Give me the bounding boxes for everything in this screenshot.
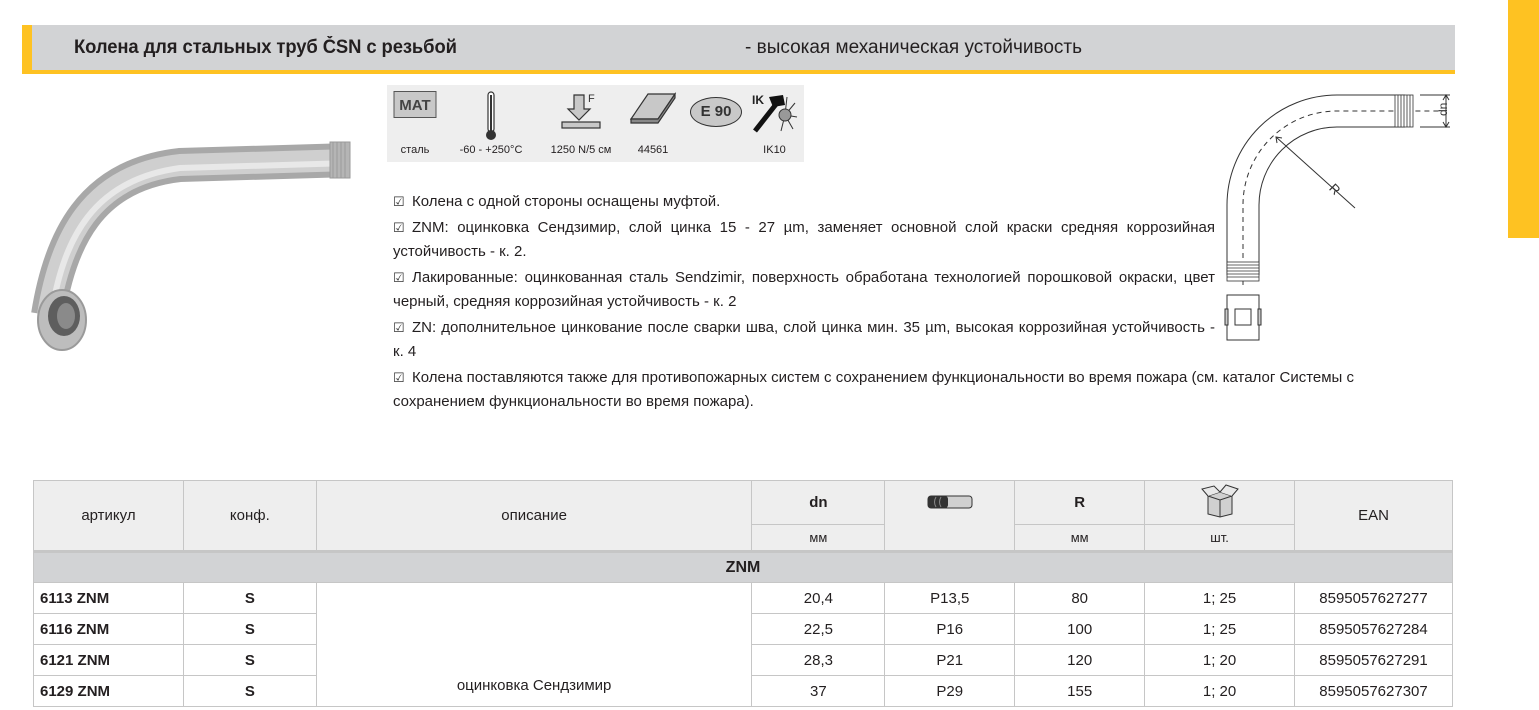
cell-pack: 1; 20 — [1145, 676, 1295, 707]
spec-temperature — [441, 85, 541, 162]
flame-plate-icon — [628, 91, 678, 127]
header-dn: dn — [752, 481, 885, 525]
spec-impact — [747, 85, 802, 162]
page-title: Колена для стальных труб ČSN с резьбой — [74, 37, 457, 58]
checkbox-icon: ☑ — [393, 369, 405, 385]
cell-dn: 20,4 — [752, 583, 885, 614]
cell-conf: S — [183, 583, 316, 614]
box-icon — [1200, 484, 1240, 518]
cell-pack: 1; 20 — [1145, 645, 1295, 676]
header-description: описание — [316, 481, 752, 552]
cell-r: 100 — [1015, 614, 1145, 645]
feature-item: ☑ Колена с одной стороны оснащены муфтой. — [393, 190, 1215, 215]
spec-label: IK10 — [763, 144, 786, 156]
svg-text:F: F — [588, 93, 595, 105]
cell-thread: P16 — [885, 614, 1015, 645]
fire-resistance-icon: E 90 — [690, 97, 742, 127]
cell-conf: S — [183, 614, 316, 645]
checkbox-icon: ☑ — [393, 194, 405, 209]
feature-item: ☑ ZNM: оцинковка Сендзимир, слой цинка 15 - 27 µm, заменяет основной слой краски средняя коррозийная устойчивость - к. 2. — [393, 216, 1215, 265]
r-dimension-label: R — [1326, 180, 1344, 198]
spec-strip — [387, 85, 804, 162]
cell-thread: P13,5 — [885, 583, 1015, 614]
cell-article: 6121 ZNM — [34, 645, 184, 676]
cell-r: 155 — [1015, 676, 1145, 707]
group-row — [34, 552, 1453, 583]
cell-r: 120 — [1015, 645, 1145, 676]
header-article: артикул — [34, 481, 184, 552]
cell-conf: S — [183, 676, 316, 707]
cell-conf: S — [183, 645, 316, 676]
page-subtitle: - высокая механическая устойчивость — [745, 37, 1083, 58]
cell-article: 6113 ZNM — [34, 583, 184, 614]
side-tab — [1508, 0, 1539, 238]
header-dn-unit: мм — [752, 525, 885, 552]
header-pack-unit: шт. — [1145, 525, 1295, 552]
cell-thread: P29 — [885, 676, 1015, 707]
spec-material — [391, 85, 439, 162]
header-thread — [885, 481, 1015, 552]
technical-drawing — [1210, 85, 1460, 355]
spec-label: -60 - +250°C — [459, 144, 523, 156]
spec-label: 44561 — [637, 144, 669, 156]
feature-item: ☑ ZN: дополнительное цинкование после сварки шва, слой цинка мин. 35 µm, высокая коррозийная устойчивость - к. 4 — [393, 316, 1215, 365]
cell-pack: 1; 25 — [1145, 583, 1295, 614]
feature-list — [393, 190, 1354, 416]
spec-label: сталь — [400, 144, 430, 156]
cell-dn: 22,5 — [752, 614, 885, 645]
spec-flame-test — [623, 85, 683, 162]
thermometer-icon — [484, 91, 498, 141]
feature-item: ☑ Колена поставляются также для противопожарных систем с сохранением функциональности во время пожара (см. каталог Системы с сохранением функциональности во время пожара). — [393, 366, 1433, 415]
cell-thread: P21 — [885, 645, 1015, 676]
checkbox-icon: ☑ — [393, 319, 405, 335]
cell-dn: 37 — [752, 676, 885, 707]
checkbox-icon: ☑ — [393, 269, 405, 285]
spec-compression — [541, 85, 621, 162]
dn-dimension-label: dn — [1436, 102, 1450, 116]
title-bar — [22, 25, 1455, 74]
compression-force-icon — [559, 91, 603, 131]
header-ean: EAN — [1294, 481, 1452, 552]
svg-text:IK: IK — [751, 93, 764, 107]
impact-hammer-icon — [751, 91, 799, 135]
header-pack — [1145, 481, 1295, 525]
group-label: ZNM — [34, 552, 1453, 583]
cell-article: 6116 ZNM — [34, 614, 184, 645]
header-conf: конф. — [183, 481, 316, 552]
header-r-unit: мм — [1015, 525, 1145, 552]
cell-description: оцинковка Сендзимир — [316, 583, 752, 707]
cell-dn: 28,3 — [752, 645, 885, 676]
cell-article: 6129 ZNM — [34, 676, 184, 707]
cell-ean: 8595057627284 — [1294, 614, 1452, 645]
material-icon: MAT — [394, 91, 437, 118]
product-photo — [30, 120, 370, 360]
cell-r: 80 — [1015, 583, 1145, 614]
cell-pack: 1; 25 — [1145, 614, 1295, 645]
cell-ean: 8595057627291 — [1294, 645, 1452, 676]
thread-icon — [927, 495, 973, 509]
header-r: R — [1015, 481, 1145, 525]
title-accent — [22, 25, 32, 74]
cell-ean: 8595057627307 — [1294, 676, 1452, 707]
table-row — [34, 583, 1453, 614]
cell-ean: 8595057627277 — [1294, 583, 1452, 614]
product-table — [33, 480, 1453, 707]
feature-item: ☑ Лакированные: оцинкованная сталь Sendzimir, поверхность обработана технологией порошковой окраски, цвет черный, средняя коррозийная устойчивость - к. 2 — [393, 266, 1215, 315]
spec-fire-resistance — [687, 85, 745, 162]
spec-label: 1250 N/5 см — [550, 144, 612, 156]
checkbox-icon: ☑ — [393, 219, 405, 235]
